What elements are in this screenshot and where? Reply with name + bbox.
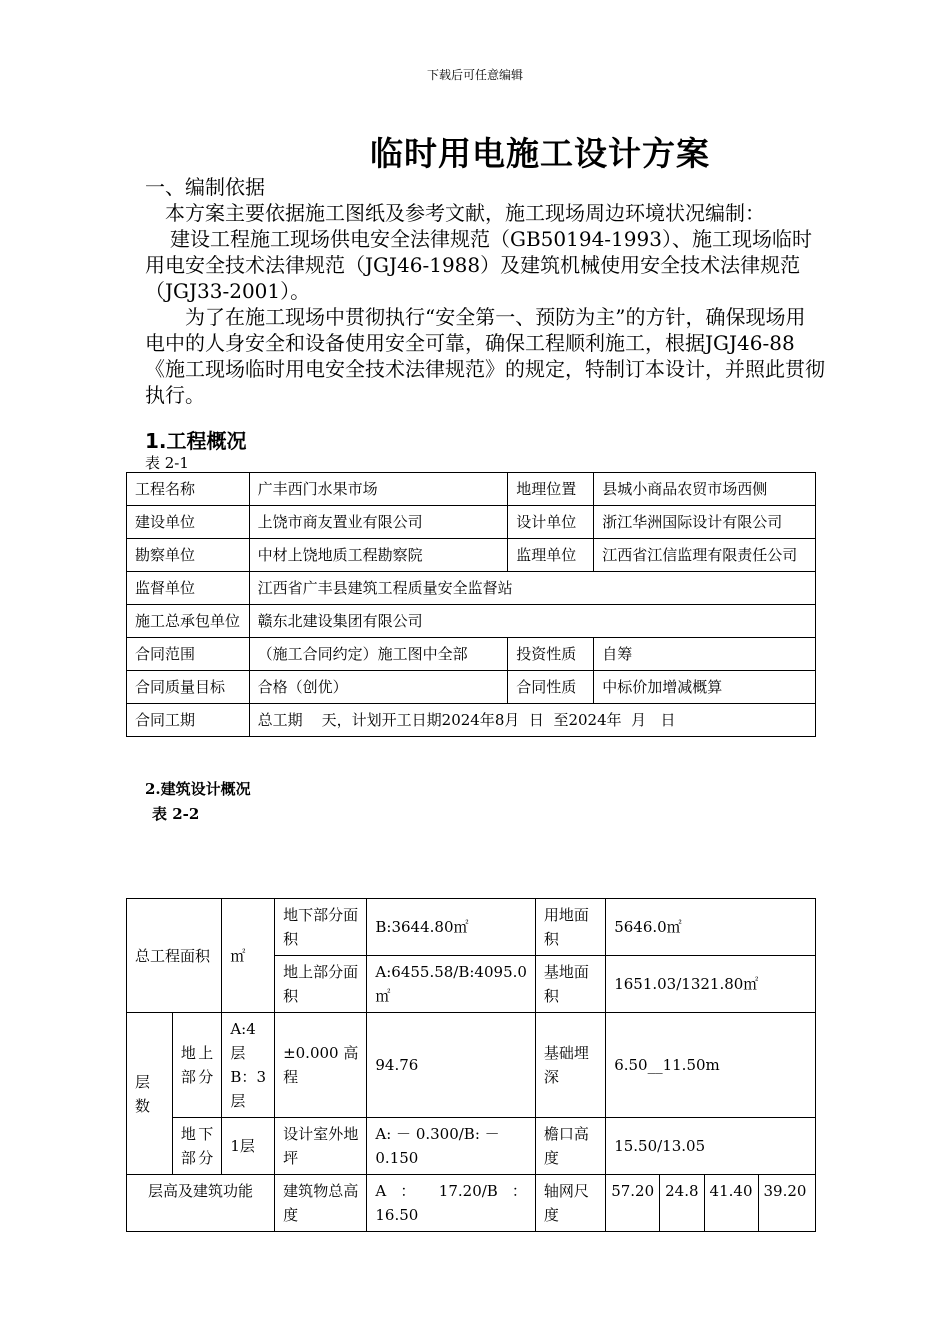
investment: 自筹 [594, 638, 816, 671]
table-2-1-caption: 表 2-1 [145, 454, 189, 472]
land-area: 5646.0㎡ [606, 899, 816, 956]
basis-section [145, 174, 825, 408]
base-area: 1651.03/1321.80㎡ [606, 956, 816, 1013]
inspection-label: 监督单位 [127, 572, 250, 605]
page-title: 临时用电施工设计方案 [370, 134, 710, 173]
owner-label: 建设单位 [127, 506, 250, 539]
land-area-label: 用地面积 [535, 899, 605, 956]
basis-heading: 一、编制依据 [145, 175, 265, 199]
table-row [127, 572, 816, 605]
location: 县城小商品农贸市场西侧 [594, 473, 816, 506]
table-row [127, 473, 816, 506]
axis-value: 39.20 [758, 1175, 816, 1232]
table-row [127, 506, 816, 539]
quality: 合格（创优） [249, 671, 508, 704]
total-height-label: 建筑物总高度 [275, 1175, 367, 1232]
survey: 中材上饶地质工程勘察院 [249, 539, 508, 572]
nature: 中标价加增减概算 [594, 671, 816, 704]
basis-paragraph-2: 建设工程施工现场供电安全法律规范（GB50194-1993）、施工现场临时用电安全技术法律规范（JGJ46-1988）及建筑机械使用安全技术法律规范（JGJ33-2001）。 [145, 227, 812, 303]
total-height: A ： 17.20/B ： 16.50 [367, 1175, 536, 1232]
location-label: 地理位置 [508, 473, 594, 506]
basis-paragraph-1: 本方案主要依据施工图纸及参考文献，施工现场周边环境状况编制： [165, 201, 765, 225]
outdoor-ground-label: 设计室外地坪 [275, 1118, 367, 1175]
designer: 浙江华洲国际设计有限公司 [594, 506, 816, 539]
contractor-label: 施工总承包单位 [127, 605, 250, 638]
project-overview-table [126, 472, 816, 737]
supervisor-label: 监理单位 [508, 539, 594, 572]
owner: 上饶市商友置业有限公司 [249, 506, 508, 539]
aboveground-area-label: 地上部分面积 [275, 956, 367, 1013]
above-ground-label: 地上部分 [172, 1013, 221, 1118]
table-row [127, 1175, 816, 1232]
quality-label: 合同质量目标 [127, 671, 250, 704]
table-row [127, 671, 816, 704]
section-1-heading: 1.工程概况 [145, 429, 247, 453]
eave-height-label: 檐口高度 [535, 1118, 605, 1175]
outdoor-ground: A: － 0.300/B: －0.150 [367, 1118, 536, 1175]
below-ground-label: 地下部分 [172, 1118, 221, 1175]
designer-label: 设计单位 [508, 506, 594, 539]
elevation-label: ±0.000 高程 [275, 1013, 367, 1118]
period: 总工期 天，计划开工日期2024年8月 日 至2024年 月 日 [249, 704, 815, 737]
axis-value: 41.40 [704, 1175, 758, 1232]
total-area-label: 总工程面积 [127, 899, 222, 1013]
underground-area-label: 地下部分面积 [275, 899, 367, 956]
foundation-depth-label: 基础埋深 [535, 1013, 605, 1118]
header-note: 下载后可任意编辑 [426, 68, 523, 82]
section-2-heading: 2.建筑设计概况 [145, 780, 251, 798]
axis-label: 轴网尺度 [535, 1175, 605, 1232]
investment-label: 投资性质 [508, 638, 594, 671]
contractor: 赣东北建设集团有限公司 [249, 605, 815, 638]
scope-label: 合同范围 [127, 638, 250, 671]
table-2-2-caption: 表 2-2 [152, 805, 200, 823]
supervisor: 江西省江信监理有限责任公司 [594, 539, 816, 572]
above-floors: A:4层 B：3层 [222, 1013, 275, 1118]
basis-paragraph-3: 为了在施工现场中贯彻执行“安全第一、预防为主”的方针，确保现场用电中的人身安全和设备使用安全可靠，确保工程顺利施工，根据JGJ46-88《施工现场临时用电安全技术法律规范》的规定，特制订本设计，并照此贯彻执行。 [145, 305, 825, 407]
eave-height: 15.50/13.05 [606, 1118, 816, 1175]
building-design-table [126, 898, 816, 1232]
axis-value: 24.8 [660, 1175, 704, 1232]
inspection: 江西省广丰县建筑工程质量安全监督站 [249, 572, 815, 605]
floors-label: 层数 [127, 1013, 173, 1175]
elevation: 94.76 [367, 1013, 536, 1118]
table-row [127, 539, 816, 572]
below-floors: 1层 [222, 1118, 275, 1175]
base-area-label: 基地面积 [535, 956, 605, 1013]
table-row [127, 899, 816, 956]
area-unit: ㎡ [222, 899, 275, 1013]
table-row [127, 1118, 816, 1175]
foundation-depth: 6.50__11.50m [606, 1013, 816, 1118]
table-row [127, 704, 816, 737]
function-label: 层高及建筑功能 [127, 1175, 275, 1232]
table-row [127, 638, 816, 671]
nature-label: 合同性质 [508, 671, 594, 704]
axis-value: 57.20 [606, 1175, 660, 1232]
table-row [127, 1013, 816, 1118]
aboveground-area: A:6455.58/B:4095.0㎡ [367, 956, 536, 1013]
scope: （施工合同约定）施工图中全部 [249, 638, 508, 671]
survey-label: 勘察单位 [127, 539, 250, 572]
table-row [127, 605, 816, 638]
project-name: 广丰西门水果市场 [249, 473, 508, 506]
project-name-label: 工程名称 [127, 473, 250, 506]
period-label: 合同工期 [127, 704, 250, 737]
underground-area: B:3644.80㎡ [367, 899, 536, 956]
